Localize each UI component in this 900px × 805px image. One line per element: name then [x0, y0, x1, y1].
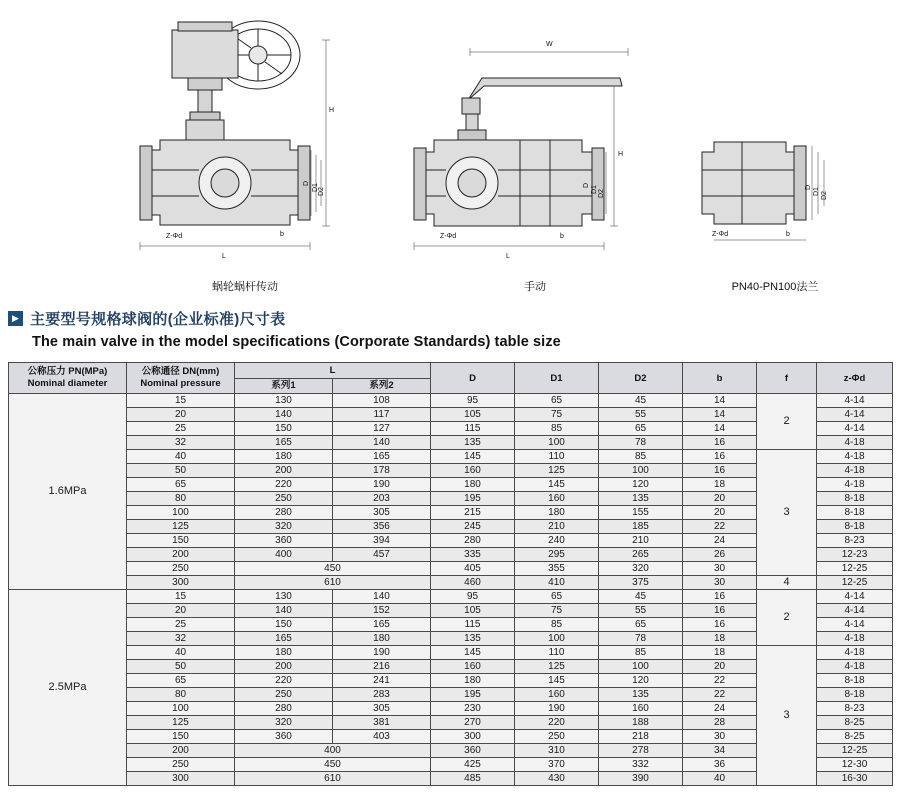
cell-length-series2: 305	[333, 702, 431, 716]
cell-d2: 45	[599, 394, 683, 408]
cell-d1: 190	[515, 702, 599, 716]
cell-b: 22	[683, 520, 757, 534]
cell-nominal-diameter: 32	[127, 632, 235, 646]
cell-z-phi-d: 8-25	[817, 716, 893, 730]
cell-d: 405	[431, 562, 515, 576]
cell-nominal-diameter: 100	[127, 506, 235, 520]
cell-b: 16	[683, 450, 757, 464]
cell-d2: 160	[599, 702, 683, 716]
cell-z-phi-d: 16-30	[817, 772, 893, 786]
cell-f: 2	[757, 590, 817, 646]
figure-2-caption: 手动	[524, 281, 546, 293]
header-series-1: 系列1	[235, 378, 333, 394]
cell-b: 14	[683, 394, 757, 408]
cell-nominal-diameter: 32	[127, 436, 235, 450]
cell-d2: 185	[599, 520, 683, 534]
cell-d1: 110	[515, 646, 599, 660]
cell-b: 22	[683, 674, 757, 688]
cell-b: 34	[683, 744, 757, 758]
cell-d: 105	[431, 604, 515, 618]
cell-d: 160	[431, 464, 515, 478]
cell-length-series1: 200	[235, 464, 333, 478]
table-row	[9, 646, 893, 660]
cell-nominal-diameter: 300	[127, 576, 235, 590]
cell-length-series2: 403	[333, 730, 431, 744]
cell-nominal-diameter: 250	[127, 562, 235, 576]
cell-length-series2: 457	[333, 548, 431, 562]
cell-length-series1: 250	[235, 492, 333, 506]
cell-f: 4	[757, 576, 817, 590]
cell-nominal-diameter: 250	[127, 758, 235, 772]
cell-nominal-diameter: 25	[127, 618, 235, 632]
cell-d1: 125	[515, 464, 599, 478]
cell-nominal-diameter: 25	[127, 422, 235, 436]
cell-nominal-diameter: 100	[127, 702, 235, 716]
cell-d1: 370	[515, 758, 599, 772]
cell-nominal-diameter: 65	[127, 478, 235, 492]
cell-b: 16	[683, 618, 757, 632]
cell-d1: 125	[515, 660, 599, 674]
cell-b: 24	[683, 702, 757, 716]
svg-text:D2: D2	[318, 187, 325, 196]
cell-length-series2: 203	[333, 492, 431, 506]
cell-z-phi-d: 4-14	[817, 422, 893, 436]
cell-length-series1: 180	[235, 646, 333, 660]
cell-d2: 85	[599, 450, 683, 464]
cell-z-phi-d: 4-14	[817, 590, 893, 604]
cell-z-phi-d: 4-18	[817, 646, 893, 660]
cell-z-phi-d: 4-18	[817, 478, 893, 492]
cell-length-series1: 360	[235, 730, 333, 744]
cell-d: 105	[431, 408, 515, 422]
cell-b: 30	[683, 562, 757, 576]
cell-d2: 332	[599, 758, 683, 772]
cell-f: 3	[757, 646, 817, 786]
cell-z-phi-d: 4-18	[817, 436, 893, 450]
cell-nominal-diameter: 20	[127, 604, 235, 618]
svg-text:D2: D2	[598, 189, 605, 198]
table-header-row-1	[9, 363, 893, 379]
cell-length-series1: 280	[235, 702, 333, 716]
svg-text:D: D	[805, 184, 812, 190]
cell-z-phi-d: 12-30	[817, 758, 893, 772]
cell-d2: 78	[599, 436, 683, 450]
cell-length-series1: 250	[235, 688, 333, 702]
header-b: b	[683, 363, 757, 394]
cell-length-series2: 283	[333, 688, 431, 702]
cell-d2: 135	[599, 688, 683, 702]
cell-d2: 375	[599, 576, 683, 590]
table-row	[9, 450, 893, 464]
cell-d1: 145	[515, 478, 599, 492]
cell-length-series2: 180	[333, 632, 431, 646]
cell-length-series1: 200	[235, 660, 333, 674]
cell-length-series2: 140	[333, 590, 431, 604]
cell-nominal-diameter: 125	[127, 716, 235, 730]
cell-d2: 78	[599, 632, 683, 646]
cell-b: 26	[683, 548, 757, 562]
cell-z-phi-d: 12-25	[817, 744, 893, 758]
cell-d2: 155	[599, 506, 683, 520]
cell-length-series2: 305	[333, 506, 431, 520]
cell-length-series1: 130	[235, 590, 333, 604]
manual-valve-drawing	[410, 0, 660, 270]
cell-d1: 295	[515, 548, 599, 562]
cell-d: 485	[431, 772, 515, 786]
cell-d: 95	[431, 394, 515, 408]
cell-d1: 220	[515, 716, 599, 730]
cell-d: 160	[431, 660, 515, 674]
svg-text:D1: D1	[591, 185, 598, 194]
cell-d2: 85	[599, 646, 683, 660]
cell-nominal-diameter: 300	[127, 772, 235, 786]
svg-text:Z-Φd: Z-Φd	[440, 233, 457, 240]
cell-d2: 65	[599, 422, 683, 436]
cell-b: 28	[683, 716, 757, 730]
cell-b: 16	[683, 436, 757, 450]
cell-b: 20	[683, 660, 757, 674]
table-row	[9, 590, 893, 604]
cell-b: 18	[683, 632, 757, 646]
header-nominal-diameter: 公称通径 DN(mm) Nominal pressure	[127, 363, 235, 394]
cell-length-series2: 394	[333, 534, 431, 548]
cell-d1: 355	[515, 562, 599, 576]
figure-manual-valve	[410, 0, 660, 293]
cell-length-series1: 280	[235, 506, 333, 520]
cell-length-series2: 127	[333, 422, 431, 436]
cell-nominal-diameter: 150	[127, 730, 235, 744]
header-d: D	[431, 363, 515, 394]
cell-length-span: 610	[235, 576, 431, 590]
cell-b: 20	[683, 506, 757, 520]
cell-z-phi-d: 4-14	[817, 408, 893, 422]
specifications-table	[8, 362, 893, 786]
cell-nominal-diameter: 50	[127, 660, 235, 674]
cell-d1: 85	[515, 422, 599, 436]
cell-nominal-diameter: 200	[127, 744, 235, 758]
cell-b: 18	[683, 646, 757, 660]
cell-length-series2: 108	[333, 394, 431, 408]
cell-d: 270	[431, 716, 515, 730]
header-z-phi-d: z-Φd	[817, 363, 893, 394]
page-title-en: The main valve in the model specifications (Corporate Standards) table size	[32, 334, 561, 350]
cell-length-series2: 356	[333, 520, 431, 534]
cell-z-phi-d: 4-18	[817, 464, 893, 478]
cell-d: 145	[431, 450, 515, 464]
cell-length-series1: 150	[235, 618, 333, 632]
section-heading	[0, 300, 900, 354]
header-d2: D2	[599, 363, 683, 394]
svg-text:b: b	[280, 231, 284, 238]
cell-d: 180	[431, 674, 515, 688]
figure-worm-gear-valve	[130, 0, 360, 293]
cell-d1: 160	[515, 492, 599, 506]
worm-gear-valve-drawing	[130, 0, 360, 270]
cell-b: 14	[683, 408, 757, 422]
svg-text:D1: D1	[312, 183, 319, 192]
cell-b: 36	[683, 758, 757, 772]
cell-z-phi-d: 12-25	[817, 562, 893, 576]
cell-z-phi-d: 8-18	[817, 674, 893, 688]
cell-length-series2: 216	[333, 660, 431, 674]
svg-text:L: L	[506, 253, 510, 260]
svg-text:b: b	[786, 231, 790, 238]
cell-d: 195	[431, 492, 515, 506]
table-head	[9, 363, 893, 394]
table-row	[9, 576, 893, 590]
cell-d1: 410	[515, 576, 599, 590]
cell-length-series1: 320	[235, 716, 333, 730]
cell-d1: 160	[515, 688, 599, 702]
cell-d2: 120	[599, 674, 683, 688]
cell-nominal-diameter: 50	[127, 464, 235, 478]
cell-d1: 100	[515, 632, 599, 646]
cell-z-phi-d: 4-18	[817, 660, 893, 674]
cell-length-series2: 140	[333, 436, 431, 450]
cell-d2: 100	[599, 464, 683, 478]
cell-length-series1: 165	[235, 632, 333, 646]
cell-z-phi-d: 8-25	[817, 730, 893, 744]
svg-text:D2: D2	[821, 191, 828, 200]
cell-b: 16	[683, 604, 757, 618]
svg-text:H: H	[618, 151, 624, 158]
figure-flange	[690, 0, 860, 293]
cell-b: 16	[683, 590, 757, 604]
cell-d1: 145	[515, 674, 599, 688]
cell-length-series1: 400	[235, 548, 333, 562]
cell-d2: 45	[599, 590, 683, 604]
cell-length-series1: 220	[235, 674, 333, 688]
cell-d: 230	[431, 702, 515, 716]
cell-z-phi-d: 8-18	[817, 688, 893, 702]
cell-nominal-diameter: 20	[127, 408, 235, 422]
svg-text:L: L	[222, 253, 226, 260]
cell-d: 95	[431, 590, 515, 604]
cell-d: 245	[431, 520, 515, 534]
cell-d1: 110	[515, 450, 599, 464]
cell-d: 135	[431, 632, 515, 646]
cell-d1: 310	[515, 744, 599, 758]
cell-length-span: 610	[235, 772, 431, 786]
cell-d: 195	[431, 688, 515, 702]
cell-d: 145	[431, 646, 515, 660]
technical-drawings	[0, 0, 900, 300]
svg-text:Z-Φd: Z-Φd	[712, 231, 729, 238]
cell-d2: 55	[599, 408, 683, 422]
cell-nominal-diameter: 15	[127, 394, 235, 408]
cell-z-phi-d: 12-25	[817, 576, 893, 590]
cell-nominal-diameter: 15	[127, 590, 235, 604]
cell-d2: 390	[599, 772, 683, 786]
cell-length-series2: 165	[333, 618, 431, 632]
svg-text:D: D	[303, 180, 310, 186]
cell-b: 24	[683, 534, 757, 548]
cell-nominal-pressure: 2.5MPa	[9, 590, 127, 786]
cell-length-series2: 381	[333, 716, 431, 730]
header-nominal-pressure: 公称压力 PN(MPa) Nominal diameter	[9, 363, 127, 394]
cell-d: 280	[431, 534, 515, 548]
header-series-2: 系列2	[333, 378, 431, 394]
cell-b: 16	[683, 464, 757, 478]
page-title-cn: 主要型号规格球阀的(企业标准)尺寸表	[30, 311, 286, 328]
cell-z-phi-d: 8-23	[817, 534, 893, 548]
cell-d: 215	[431, 506, 515, 520]
cell-length-series1: 220	[235, 478, 333, 492]
cell-d1: 430	[515, 772, 599, 786]
cell-length-series1: 140	[235, 408, 333, 422]
cell-d1: 180	[515, 506, 599, 520]
cell-length-series1: 320	[235, 520, 333, 534]
cell-d2: 218	[599, 730, 683, 744]
cell-z-phi-d: 8-18	[817, 520, 893, 534]
cell-d: 300	[431, 730, 515, 744]
cell-b: 22	[683, 688, 757, 702]
cell-length-series2: 241	[333, 674, 431, 688]
play-bullet-icon: ▶	[8, 311, 23, 326]
cell-nominal-diameter: 40	[127, 450, 235, 464]
cell-z-phi-d: 12-23	[817, 548, 893, 562]
cell-b: 14	[683, 422, 757, 436]
cell-d: 115	[431, 422, 515, 436]
cell-d2: 278	[599, 744, 683, 758]
cell-b: 30	[683, 576, 757, 590]
cell-nominal-diameter: 150	[127, 534, 235, 548]
cell-d1: 65	[515, 394, 599, 408]
cell-d1: 100	[515, 436, 599, 450]
cell-nominal-diameter: 65	[127, 674, 235, 688]
cell-d: 425	[431, 758, 515, 772]
cell-d1: 75	[515, 408, 599, 422]
cell-z-phi-d: 4-14	[817, 618, 893, 632]
cell-length-span: 400	[235, 744, 431, 758]
table-row	[9, 394, 893, 408]
cell-d2: 320	[599, 562, 683, 576]
cell-length-series1: 180	[235, 450, 333, 464]
header-f: f	[757, 363, 817, 394]
cell-d2: 55	[599, 604, 683, 618]
flange-drawing	[690, 0, 860, 270]
cell-length-series2: 190	[333, 478, 431, 492]
cell-length-series2: 178	[333, 464, 431, 478]
cell-d1: 240	[515, 534, 599, 548]
cell-b: 18	[683, 478, 757, 492]
cell-d2: 135	[599, 492, 683, 506]
cell-nominal-diameter: 80	[127, 492, 235, 506]
cell-d1: 65	[515, 590, 599, 604]
cell-d2: 265	[599, 548, 683, 562]
cell-d: 460	[431, 576, 515, 590]
cell-z-phi-d: 4-18	[817, 450, 893, 464]
figure-1-caption: 蜗轮蜗杆传动	[212, 281, 278, 293]
svg-text:H: H	[329, 107, 335, 114]
cell-length-series2: 165	[333, 450, 431, 464]
cell-d: 115	[431, 618, 515, 632]
header-length-group: L	[235, 363, 431, 379]
svg-text:Z-Φd: Z-Φd	[166, 233, 183, 240]
cell-f: 2	[757, 394, 817, 450]
spec-table-wrapper	[8, 362, 892, 786]
cell-d: 360	[431, 744, 515, 758]
cell-length-series1: 140	[235, 604, 333, 618]
cell-length-series2: 190	[333, 646, 431, 660]
svg-text:W: W	[546, 41, 553, 48]
cell-nominal-diameter: 200	[127, 548, 235, 562]
header-d1: D1	[515, 363, 599, 394]
cell-length-span: 450	[235, 562, 431, 576]
cell-b: 20	[683, 492, 757, 506]
cell-d2: 210	[599, 534, 683, 548]
cell-d: 180	[431, 478, 515, 492]
cell-nominal-diameter: 40	[127, 646, 235, 660]
cell-nominal-pressure: 1.6MPa	[9, 394, 127, 590]
cell-length-span: 450	[235, 758, 431, 772]
svg-text:b: b	[560, 233, 564, 240]
cell-d1: 75	[515, 604, 599, 618]
cell-length-series1: 165	[235, 436, 333, 450]
cell-d2: 120	[599, 478, 683, 492]
cell-z-phi-d: 4-18	[817, 632, 893, 646]
cell-length-series1: 360	[235, 534, 333, 548]
cell-b: 30	[683, 730, 757, 744]
cell-z-phi-d: 8-18	[817, 492, 893, 506]
cell-z-phi-d: 8-23	[817, 702, 893, 716]
cell-b: 40	[683, 772, 757, 786]
cell-d: 335	[431, 548, 515, 562]
cell-length-series1: 130	[235, 394, 333, 408]
cell-length-series2: 152	[333, 604, 431, 618]
svg-text:D: D	[583, 182, 590, 188]
cell-length-series1: 150	[235, 422, 333, 436]
figure-3-caption: PN40-PN100法兰	[731, 281, 819, 293]
cell-z-phi-d: 4-14	[817, 604, 893, 618]
cell-z-phi-d: 8-18	[817, 506, 893, 520]
cell-d1: 250	[515, 730, 599, 744]
cell-z-phi-d: 4-14	[817, 394, 893, 408]
cell-nominal-diameter: 80	[127, 688, 235, 702]
cell-length-series2: 117	[333, 408, 431, 422]
cell-d: 135	[431, 436, 515, 450]
cell-d1: 85	[515, 618, 599, 632]
cell-f: 3	[757, 450, 817, 576]
cell-nominal-diameter: 125	[127, 520, 235, 534]
cell-d1: 210	[515, 520, 599, 534]
table-body	[9, 394, 893, 786]
cell-d2: 100	[599, 660, 683, 674]
cell-d2: 188	[599, 716, 683, 730]
cell-d2: 65	[599, 618, 683, 632]
svg-text:D1: D1	[813, 187, 820, 196]
